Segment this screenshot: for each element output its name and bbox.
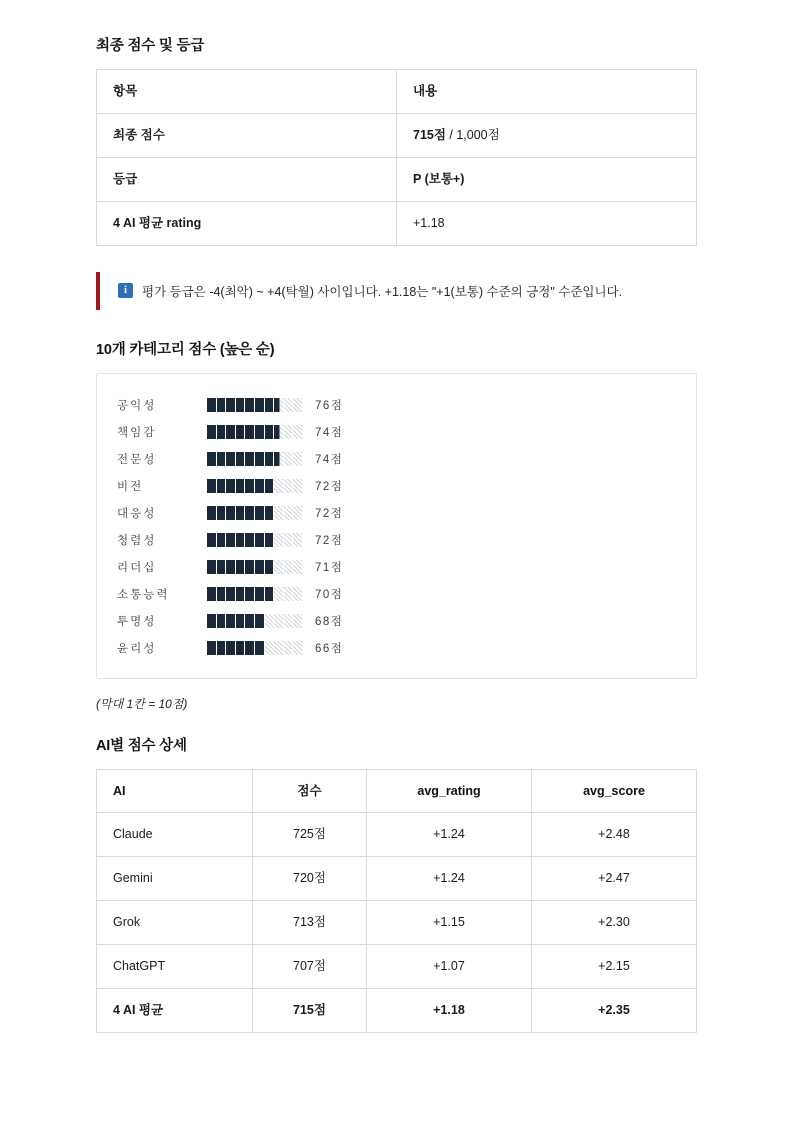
bar-row <box>117 419 676 446</box>
summary-header-item: 항목 <box>97 70 397 114</box>
bar-track <box>207 560 303 574</box>
chart-caption: (막대 1칸 = 10점) <box>96 696 188 711</box>
bar-label: 대응성 <box>117 508 157 520</box>
ai-avg-rating: +1.24 <box>367 857 532 901</box>
info-note <box>96 272 697 310</box>
ai-header-ai: AI <box>97 769 253 813</box>
summary-header-content: 내용 <box>397 70 697 114</box>
ai-header-avg-score: avg_score <box>532 769 697 813</box>
bar-row <box>117 527 676 554</box>
bar-track <box>207 398 303 412</box>
ai-avg-score: +2.47 <box>532 857 697 901</box>
ai-name: ChatGPT <box>97 945 253 989</box>
table-row <box>97 113 697 157</box>
ai-name: 4 AI 평균 <box>97 988 253 1032</box>
table-row <box>97 901 697 945</box>
summary-row-value: +1.18 <box>397 201 697 245</box>
bar-track <box>207 452 303 466</box>
info-note-text: 평가 등급은 -4(최악) ~ +4(탁월) 사이입니다. +1.18는 "+1(보통) 수준의 긍정" 수준입니다. <box>142 284 623 299</box>
ai-avg-rating: +1.15 <box>367 901 532 945</box>
ai-score: 720점 <box>253 857 367 901</box>
table-row <box>97 813 697 857</box>
bar-track <box>207 479 303 493</box>
ai-avg-score: +2.30 <box>532 901 697 945</box>
ai-avg-score: +2.15 <box>532 945 697 989</box>
bar-value: 74점 <box>315 427 344 439</box>
summary-row-value-strong: P (보통+) <box>413 171 465 186</box>
bar-value: 72점 <box>315 481 344 493</box>
bar-label: 소통능력 <box>117 589 170 601</box>
ai-score: 713점 <box>253 901 367 945</box>
categories-section-title: 10개 카테고리 점수 (높은 순) <box>96 341 275 358</box>
ai-avg-rating: +1.18 <box>367 988 532 1032</box>
bar-value: 66점 <box>315 643 344 655</box>
page-title: 최종 점수 및 등급 <box>96 38 205 54</box>
bar-value: 72점 <box>315 508 344 520</box>
bar-row <box>117 446 676 473</box>
table-header-row <box>97 769 697 813</box>
ai-name: Claude <box>97 813 253 857</box>
bar-track <box>207 614 303 628</box>
category-bar-chart <box>96 373 697 679</box>
bar-row <box>117 608 676 635</box>
bar-row <box>117 635 676 662</box>
bar-label: 공익성 <box>117 400 157 412</box>
summary-row-label: 등급 <box>97 157 397 201</box>
bar-track <box>207 641 303 655</box>
table-row <box>97 157 697 201</box>
bar-row <box>117 581 676 608</box>
table-row <box>97 201 697 245</box>
bar-value: 71점 <box>315 562 344 574</box>
summary-row-value <box>397 157 697 201</box>
ai-header-score: 점수 <box>253 769 367 813</box>
bar-value: 74점 <box>315 454 344 466</box>
ai-score: 715점 <box>253 988 367 1032</box>
bar-label: 투명성 <box>117 616 157 628</box>
bar-label: 전문성 <box>117 454 157 466</box>
summary-row-label: 4 AI 평균 rating <box>97 201 397 245</box>
table-row <box>97 945 697 989</box>
info-icon: i <box>118 283 133 298</box>
bar-row <box>117 473 676 500</box>
ai-header-avg-rating: avg_rating <box>367 769 532 813</box>
table-header-row <box>97 70 697 114</box>
bar-row <box>117 554 676 581</box>
ai-avg-score: +2.48 <box>532 813 697 857</box>
bar-label: 비전 <box>117 481 144 493</box>
bar-value: 72점 <box>315 535 344 547</box>
ai-name: Grok <box>97 901 253 945</box>
bar-label: 윤리성 <box>117 643 157 655</box>
table-row-total <box>97 988 697 1032</box>
bar-label: 책임감 <box>117 427 157 439</box>
ai-avg-rating: +1.24 <box>367 813 532 857</box>
ai-detail-table <box>96 769 697 1033</box>
bar-track <box>207 506 303 520</box>
bar-row <box>117 392 676 419</box>
bar-row <box>117 500 676 527</box>
bar-track <box>207 533 303 547</box>
ai-avg-rating: +1.07 <box>367 945 532 989</box>
bar-track <box>207 425 303 439</box>
summary-row-value-rest: / 1,000점 <box>445 127 500 142</box>
bar-label: 리더십 <box>117 562 157 574</box>
table-row <box>97 857 697 901</box>
bar-value: 76점 <box>315 400 344 412</box>
summary-row-value <box>397 113 697 157</box>
summary-row-value-strong: 715점 <box>413 127 446 142</box>
summary-row-label: 최종 점수 <box>97 113 397 157</box>
bar-label: 청렴성 <box>117 535 157 547</box>
ai-score: 725점 <box>253 813 367 857</box>
bar-value: 70점 <box>315 589 344 601</box>
bar-value: 68점 <box>315 616 344 628</box>
bar-track <box>207 587 303 601</box>
ai-score: 707점 <box>253 945 367 989</box>
ai-name: Gemini <box>97 857 253 901</box>
summary-table <box>96 69 697 246</box>
ai-avg-score: +2.35 <box>532 988 697 1032</box>
ai-detail-section-title: AI별 점수 상세 <box>96 737 187 754</box>
